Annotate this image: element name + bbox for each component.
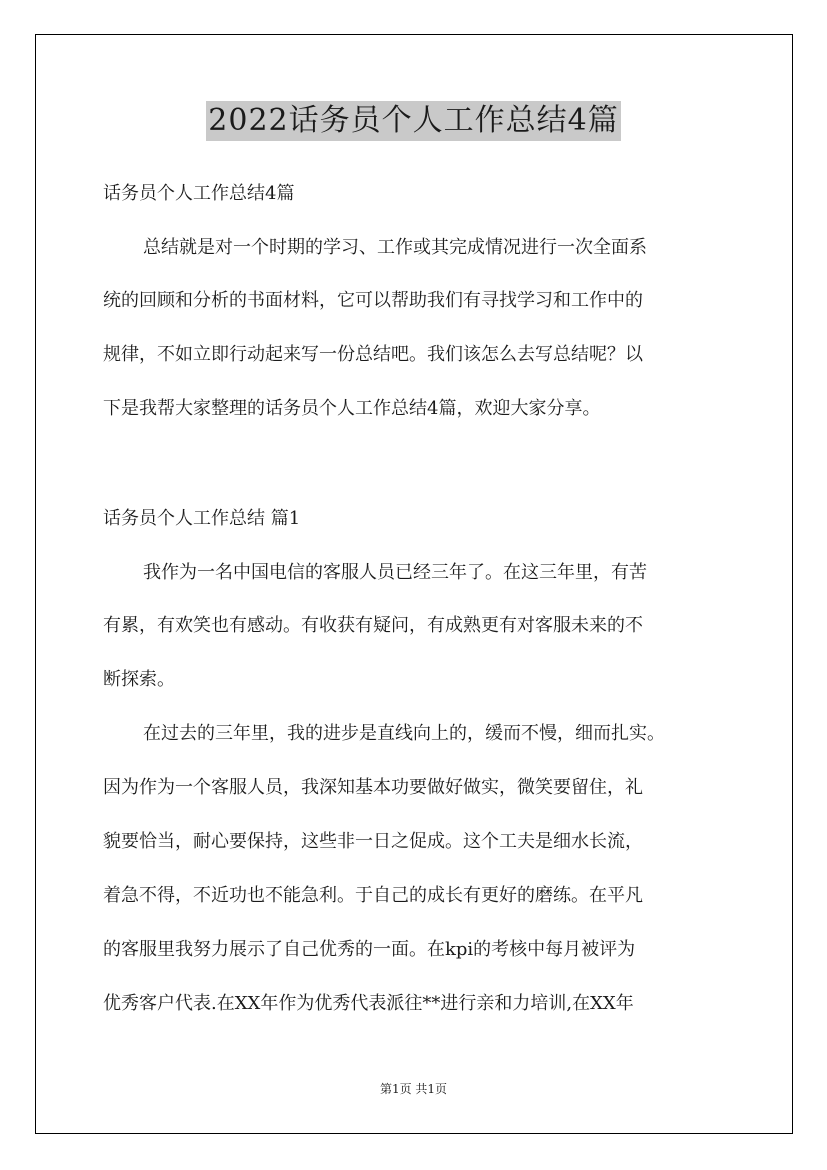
paragraph-line: 我作为一名中国电信的客服人员已经三年了。在这三年里，有苦 (143, 562, 647, 583)
title-container (0, 101, 827, 141)
paragraph-line: 统的回顾和分析的书面材料，它可以帮助我们有寻找学习和工作中的 (103, 290, 643, 311)
paragraph-line: 在过去的三年里，我的进步是直线向上的，缓而不慢，细而扎实。 (143, 723, 665, 744)
paragraph-line: 总结就是对一个时期的学习、工作或其完成情况进行一次全面系 (143, 237, 647, 258)
paragraph-line: 断探索。 (103, 669, 175, 690)
page-footer: 第1页 共1页 (379, 1082, 448, 1096)
paragraph-line: 规律，不如立即行动起来写一份总结吧。我们该怎么去写总结呢？以 (103, 344, 643, 365)
paragraph-line: 着急不得，不近功也不能急利。于自己的成长有更好的磨练。在平凡 (103, 885, 643, 906)
paragraph-line: 因为作为一个客服人员，我深知基本功要做好做实，微笑要留住，礼 (103, 777, 643, 798)
paragraph-line: 优秀客户代表.在XX年作为优秀代表派往**进行亲和力培训,在XX年 (103, 993, 634, 1014)
paragraph-line: 有累，有欢笑也有感动。有收获有疑问，有成熟更有对客服未来的不 (103, 615, 643, 636)
subtitle-line: 话务员个人工作总结4篇 (103, 183, 295, 204)
paragraph-line: 的客服里我努力展示了自己优秀的一面。在kpi的考核中每月被评为 (103, 939, 636, 960)
paragraph-line: 貌要恰当，耐心要保持，这些非一日之促成。这个工夫是细水长流， (103, 831, 643, 852)
document-title: 2022话务员个人工作总结4篇 (206, 101, 620, 141)
paragraph-line: 下是我帮大家整理的话务员个人工作总结4篇，欢迎大家分享。 (103, 398, 601, 419)
section-heading: 话务员个人工作总结 篇1 (103, 508, 301, 529)
